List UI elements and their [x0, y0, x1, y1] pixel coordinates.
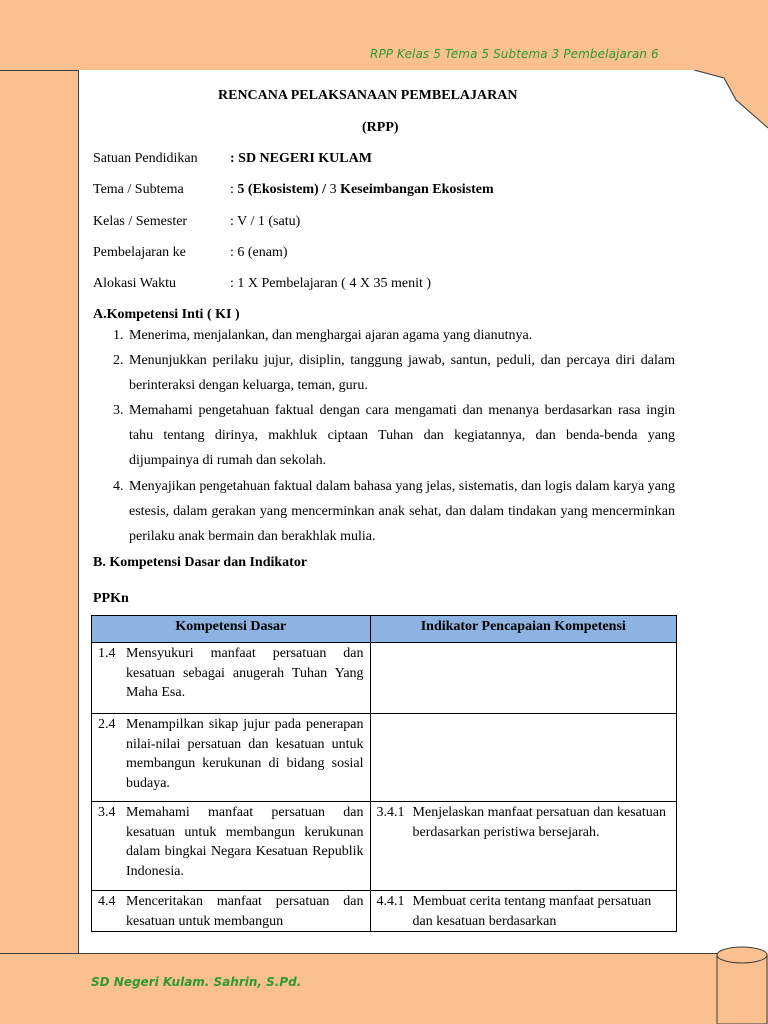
document-title: RENCANA PELAKSANAAN PEMBELAJARAN — [218, 88, 518, 103]
identity-value: : 6 (enam) — [230, 245, 288, 260]
table-row — [92, 802, 677, 891]
indicator-text: Menjelaskan manfaat persatuan dan kesatuan berdasarkan peristiwa bersejarah. — [412, 805, 666, 840]
page-curl-icon — [694, 70, 768, 130]
kd-number: 1.4 — [98, 646, 116, 661]
ki-text: Menyajikan pengetahuan faktual dalam bahasa yang jelas, sistematis, dan logis dalam karya yang estesis, dalam gerakan yang mencerminkan anak sehat, dan dalam tindakan yang mencerminkan perilaku anak bermain dan berakhlak mulia. — [129, 479, 675, 544]
tema-value-part: / — [318, 182, 330, 197]
kd-indicator-table — [91, 615, 677, 932]
ki-number: 2. — [113, 353, 124, 368]
table-row — [92, 891, 677, 932]
tema-value-part: : — [230, 182, 238, 197]
kd-number: 3.4 — [98, 805, 116, 820]
identity-value: : 1 X Pembelajaran ( 4 X 35 menit ) — [230, 276, 432, 291]
subject-heading: PPKn — [93, 591, 129, 606]
ki-number: 1. — [113, 328, 124, 343]
ki-item — [113, 398, 675, 473]
identity-label: Tema / Subtema — [93, 182, 184, 197]
tema-value-part: 3 — [329, 182, 341, 197]
ki-number: 4. — [113, 479, 124, 494]
section-a-heading: A.Kompetensi Inti ( KI ) — [93, 307, 240, 322]
identity-value: : V / 1 (satu) — [230, 214, 301, 229]
ki-text: Memahami pengetahuan faktual dengan cara mengamati dan menanya berdasarkan rasa ingin tahu tentang dirinya, makhluk ciptaan Tuhan dan kegiatannya, dan benda-benda yang dijumpainya di rumah dan sekolah. — [129, 403, 675, 468]
identity-label: Kelas / Semester — [93, 214, 188, 229]
ki-number: 3. — [113, 403, 124, 418]
footer-rule — [0, 953, 717, 954]
kd-text: Menampilkan sikap jujur pada penerapan nilai-nilai persatuan dan kesatuan untuk membangun kerukunan di bidang sosial budaya. — [126, 717, 364, 791]
table-header-kd: Kompetensi Dasar — [92, 616, 371, 643]
indicator-number: 3.4.1 — [376, 805, 405, 820]
indicator-cell — [370, 714, 676, 802]
kd-text: Memahami manfaat persatuan dan kesatuan untuk membangun kerukunan dalam bingkai Negara Kesatuan Republik Indonesia. — [126, 805, 364, 879]
table-header-indicator: Indikator Pencapaian Kompetensi — [370, 616, 676, 643]
kd-cell — [92, 891, 371, 932]
identity-label: Pembelajaran ke — [93, 245, 186, 260]
identity-label: Satuan Pendidikan — [93, 151, 198, 166]
kd-text: Menceritakan manfaat persatuan dan kesatuan untuk membangun — [126, 894, 364, 929]
ki-item — [113, 474, 675, 549]
indicator-number: 4.4.1 — [376, 894, 405, 909]
kd-cell — [92, 643, 371, 714]
identity-label: Alokasi Waktu — [93, 276, 176, 291]
identity-value — [230, 182, 494, 198]
identity-value: : SD NEGERI KULAM — [230, 151, 372, 166]
tema-value-part: Keseimbangan Ekosistem — [340, 182, 494, 197]
kd-cell — [92, 714, 371, 802]
ki-item — [113, 348, 675, 398]
running-header: RPP Kelas 5 Tema 5 Subtema 3 Pembelajaran 6 — [370, 47, 659, 61]
section-b-heading: B. Kompetensi Dasar dan Indikator — [93, 555, 308, 570]
indicator-cell — [370, 891, 676, 932]
kd-cell — [92, 802, 371, 891]
footer-author: SD Negeri Kulam. Sahrin, S.Pd. — [91, 975, 302, 989]
ki-text: Menerima, menjalankan, dan menghargai ajaran agama yang dianutnya. — [129, 328, 533, 343]
table-row — [92, 714, 677, 802]
kd-text: Mensyukuri manfaat persatuan dan kesatuan sebagai anugerah Tuhan Yang Maha Esa. — [126, 646, 364, 700]
document-subtitle: (RPP) — [362, 120, 399, 135]
kd-number: 2.4 — [98, 717, 116, 732]
ki-text: Menunjukkan perilaku jujur, disiplin, tanggung jawab, santun, peduli, dan percaya diri dalam berinteraksi dengan keluarga, teman, guru. — [129, 353, 675, 393]
indicator-cell — [370, 643, 676, 714]
kd-number: 4.4 — [98, 894, 116, 909]
tema-value-part: 5 (Ekosistem) — [237, 182, 319, 197]
indicator-text: Membuat cerita tentang manfaat persatuan dan kesatuan berdasarkan — [412, 894, 652, 929]
scroll-decoration-icon — [716, 945, 768, 1024]
table-row — [92, 643, 677, 714]
ki-item — [113, 323, 675, 348]
indicator-cell — [370, 802, 676, 891]
